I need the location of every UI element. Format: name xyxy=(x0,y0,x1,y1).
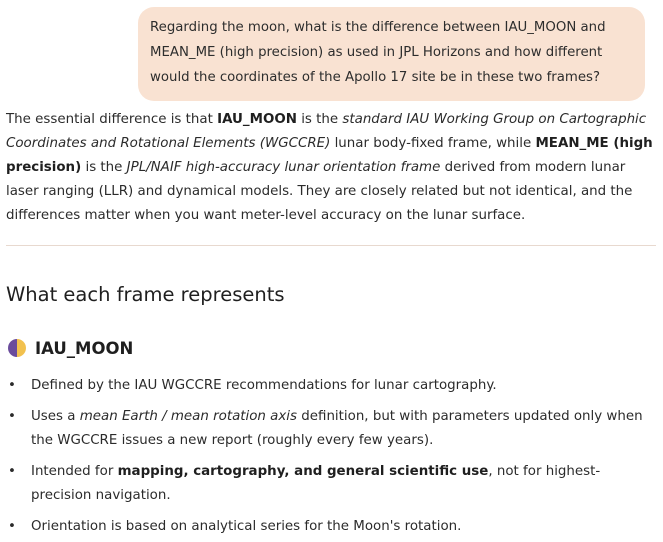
bullet-text: Orientation is based on analytical series for the Moon's rotation. xyxy=(31,519,462,534)
iau-moon-term: IAU_MOON xyxy=(217,112,297,127)
section-heading: What each frame represents xyxy=(6,283,285,306)
answer-text: The essential difference is that xyxy=(6,112,218,127)
bullet-text: , not for highest-precision navigation. xyxy=(31,464,601,503)
user-message-text: Regarding the moon, what is the difference between IAU_MOON and MEAN_ME (high precision) as used in JPL Horizons and how different would the coordinates of the Apollo 17 site be in these two frames? xyxy=(150,20,606,85)
bullet-bold: mapping, cartography, and general scientific use xyxy=(117,464,489,479)
bullet-text: definition, but with parameters updated only when the WGCCRE issues a new report (roughly every few years). xyxy=(31,409,643,448)
bullet-emphasis: mean Earth / mean rotation axis xyxy=(79,409,298,424)
user-message-bubble xyxy=(138,7,645,101)
bullet-text: Uses a xyxy=(31,409,80,424)
iau-moon-bullet-list xyxy=(6,374,656,542)
jpl-naif-emphasis: JPL/NAIF high-accuracy lunar orientation frame xyxy=(126,160,441,175)
list-item xyxy=(6,460,656,508)
section-divider xyxy=(6,245,656,246)
mean-me-term: MEAN_ME (high precision) xyxy=(6,136,653,175)
list-item xyxy=(6,405,656,453)
answer-text: is the xyxy=(81,160,127,175)
bullet-text: Intended for xyxy=(31,464,118,479)
list-item xyxy=(6,515,656,539)
answer-text: lunar body-fixed frame, while xyxy=(330,136,536,151)
answer-text: derived from modern lunar laser ranging (LLR) and dynamical models. They are closely related but not identical, and the differences matter when you want meter-level accuracy on the lunar surface. xyxy=(6,160,633,223)
wgccre-emphasis: standard IAU Working Group on Cartographic Coordinates and Rotational Elements (WGCCRE) xyxy=(6,112,647,151)
moon-icon xyxy=(8,339,26,357)
answer-intro-paragraph xyxy=(6,108,656,228)
bullet-text: Defined by the IAU WGCCRE recommendations for lunar cartography. xyxy=(31,378,497,393)
iau-moon-heading xyxy=(8,336,133,360)
list-item xyxy=(6,374,656,398)
iau-moon-heading-text: IAU_MOON xyxy=(35,338,134,358)
answer-text: is the xyxy=(296,112,343,127)
